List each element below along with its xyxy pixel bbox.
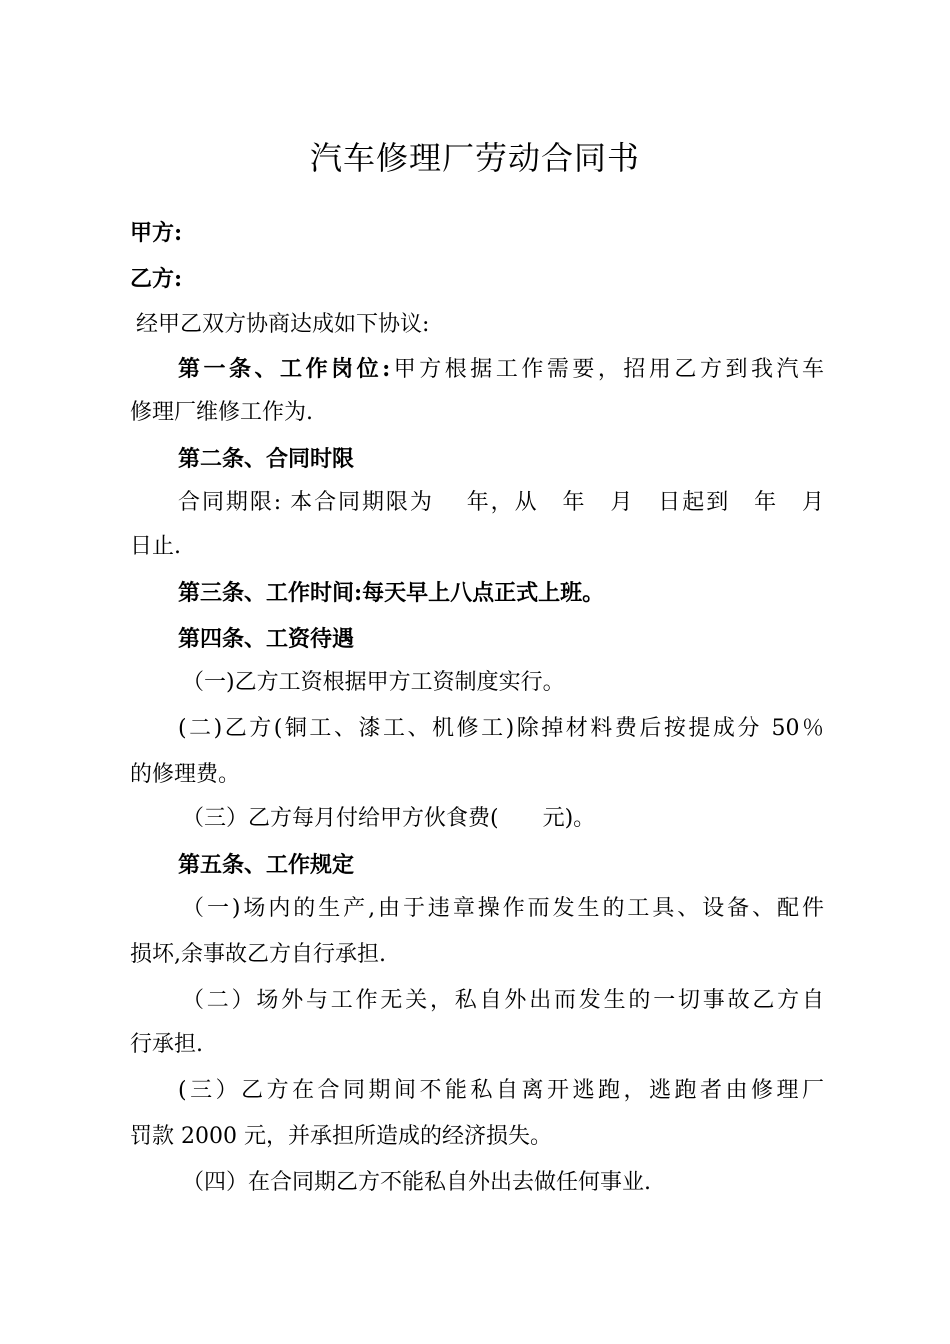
article-5-item-3-line-1: (三）乙方在合同期间不能私自离开逃跑，逃跑者由修理厂 <box>178 1078 824 1103</box>
article-2-line-2: 日止. <box>130 534 181 559</box>
article-5-item-3-line-2: 罚款 2000 元，并承担所造成的经济损失。 <box>130 1124 552 1149</box>
article-1-heading: 第一条、工作岗位: <box>178 356 391 382</box>
document-title: 汽车修理厂劳动合同书 <box>309 139 640 177</box>
article-2-line-1: 合同期限: 本合同期限为 年，从 年 月 日起到 年 月 <box>178 490 824 515</box>
article-2-heading: 第二条、合同时限 <box>178 446 355 472</box>
article-3-heading: 第三条、工作时间:每天早上八点正式上班。 <box>178 580 605 606</box>
article-1-text: 甲方根据工作需要，招用乙方到我汽车 <box>390 357 824 382</box>
article-5-item-4: （四）在合同期乙方不能私自外出去做任何事业. <box>182 1170 651 1195</box>
article-4-item-1: （一)乙方工资根据甲方工资制度实行。 <box>182 670 565 695</box>
article-4-heading: 第四条、工资待遇 <box>178 626 355 652</box>
article-1-line-1 <box>178 354 824 385</box>
article-5-item-2-line-1: （二）场外与工作无关，私自外出而发生的一切事故乙方自 <box>182 988 824 1013</box>
article-4-item-2-line-2: 的修理费。 <box>130 762 241 787</box>
intro-text: 经甲乙双方协商达成如下协议: <box>136 312 430 337</box>
article-5-item-2-line-2: 行承担. <box>130 1032 203 1057</box>
article-5-heading: 第五条、工作规定 <box>178 852 355 878</box>
article-5-item-1-line-2: 损坏,余事故乙方自行承担. <box>130 942 386 967</box>
party-b-label: 乙方: <box>130 266 183 292</box>
article-5-item-1-line-1: （一)场内的生产,由于违章操作而发生的工具、设备、配件 <box>182 896 824 921</box>
article-1-line-2: 修理厂维修工作为. <box>130 400 313 425</box>
article-4-item-3: （三）乙方每月付给甲方伙食费( 元)。 <box>182 806 596 831</box>
article-4-item-2-line-1: (二)乙方(铜工、漆工、机修工)除掉材料费后按提成分 50％ <box>178 716 824 741</box>
party-a-label: 甲方: <box>130 220 183 246</box>
